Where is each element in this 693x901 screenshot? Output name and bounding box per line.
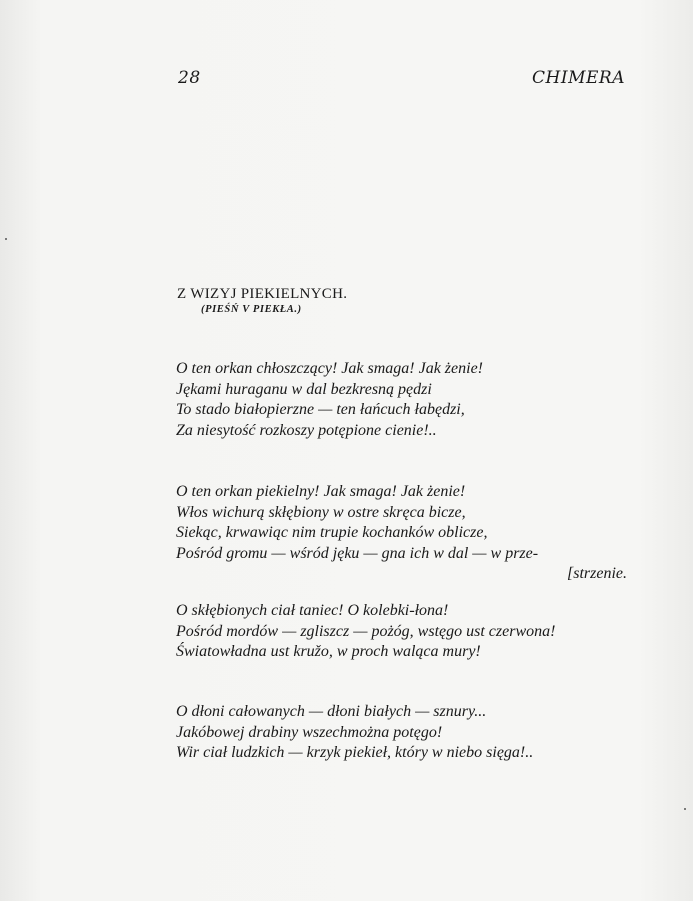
stanza <box>176 702 533 764</box>
verse-line: Jękami huraganu w dal bezkresną pędzi <box>176 380 432 398</box>
paper-speck <box>684 808 686 810</box>
verse-line: Siekąc, krwawiąc nim trupie kochanków oblicze, <box>176 524 488 541</box>
verse-line: O dłoni całowanych — dłoni białych — sznury... <box>176 703 487 720</box>
stanza <box>176 601 555 663</box>
poem-title: Z WIZYJ PIEKIELNYCH. <box>177 286 348 302</box>
verse-line: O ten orkan chłoszczący! Jak smaga! Jak żenie! <box>176 360 484 377</box>
verse-line: Pośród mordów — zgliszcz — pożóg, wstęgo ust czerwona! <box>176 622 556 640</box>
verse-line: Za niesytość rozkoszy potępione cienie!.. <box>176 421 437 439</box>
running-title: CHIMERA <box>532 68 625 88</box>
verse-line: Światowładna ust kružo, w proch waląca mury! <box>176 643 481 660</box>
stanza <box>176 359 483 441</box>
poem-subtitle: (PIEŚŃ V PIEKŁA.) <box>201 304 302 315</box>
verse-line-continuation: [strzenie. <box>567 565 627 582</box>
stanza <box>176 482 627 585</box>
verse-line: Włos wichurą skłębiony w ostre skręca bicze, <box>176 503 466 521</box>
page-number: 28 <box>178 68 201 88</box>
verse-line: To stado białopierzne — ten łańcuch łabędzi, <box>176 401 465 418</box>
verse-line: Pośród gromu — wśród jęku — gna ich w dal — w prze- <box>176 544 539 562</box>
verse-line: O ten orkan piekielny! Jak smaga! Jak żenie! <box>176 483 466 500</box>
paper-speck <box>5 238 7 240</box>
verse-line: Jakóbowej drabiny wszechmożna potęgo! <box>176 723 443 741</box>
verse-line: Wir ciał ludzkich — krzyk piekieł, który w niebo sięga!.. <box>176 744 534 761</box>
verse-line: O skłębionych ciał taniec! O kolebki-łona! <box>176 602 449 619</box>
